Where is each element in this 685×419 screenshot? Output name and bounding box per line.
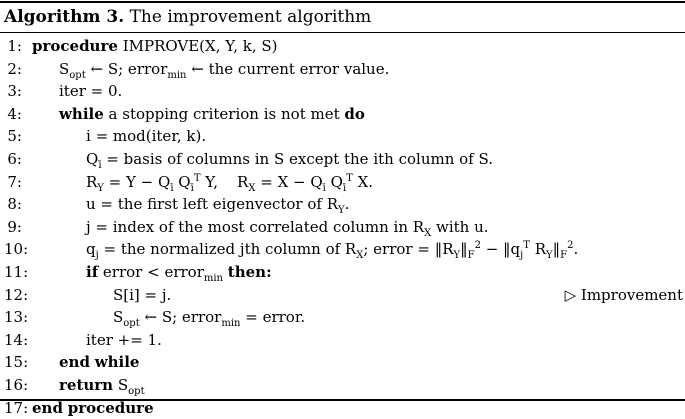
algorithm-line bbox=[0, 35, 685, 58]
algorithm-line bbox=[0, 58, 685, 81]
algorithm-line bbox=[0, 351, 685, 374]
line-number: 8: bbox=[7, 195, 22, 214]
algorithm-line bbox=[0, 148, 685, 171]
algorithm-title: The improvement algorithm bbox=[129, 7, 372, 27]
line-code: end procedure bbox=[32, 398, 154, 417]
line-code: j = index of the most correlated column in $R_X$ with u. bbox=[86, 217, 489, 239]
line-code: $S_{opt}$ ← S; error$_{min}$ ← the current error value. bbox=[59, 59, 390, 81]
line-code: end while bbox=[59, 353, 140, 372]
line-number: 9: bbox=[7, 217, 22, 236]
line-number: 4: bbox=[7, 104, 22, 123]
line-code: u = the first left eigenvector of $R_Y$. bbox=[86, 195, 350, 217]
line-number: 15: bbox=[4, 353, 29, 372]
line-number: 3: bbox=[7, 82, 22, 101]
algorithm-line bbox=[0, 216, 685, 239]
line-code: $q_j$ = the normalized jth column of $R_X$; error = $‖R_Y‖_F^2$ − $‖q_j^T$ $R_Y‖_F^2$. bbox=[86, 240, 579, 262]
line-number: 12: bbox=[4, 285, 29, 304]
algorithm-label: Algorithm 3. bbox=[4, 7, 125, 27]
algorithm-line bbox=[0, 238, 685, 261]
algorithm-line bbox=[0, 80, 685, 103]
line-comment: ▷ Improvement bbox=[564, 285, 683, 304]
line-number: 1: bbox=[7, 37, 22, 55]
line-code: iter += 1. bbox=[86, 330, 162, 349]
line-code: $R_Y = Y - Q_ī$ $Q_ī^T$ Y, $R_X = X - Q_ī$ $Q_ī^T$ X. bbox=[86, 172, 374, 194]
algorithm-line bbox=[0, 193, 685, 216]
line-number: 7: bbox=[7, 172, 22, 191]
algorithm-line bbox=[0, 284, 685, 307]
line-number: 13: bbox=[4, 308, 29, 327]
line-number: 17: bbox=[4, 398, 29, 417]
line-code: $S_{opt}$ ← S; error$_{min}$ = error. bbox=[113, 308, 306, 330]
bottom-rule bbox=[0, 399, 685, 401]
algorithm-line bbox=[0, 171, 685, 194]
line-code: iter = 0. bbox=[59, 82, 123, 101]
line-code: return $S_{opt}$ bbox=[59, 376, 145, 397]
line-code: S[i] = j. bbox=[113, 285, 172, 304]
algorithm-line bbox=[0, 103, 685, 126]
top-rule bbox=[0, 1, 685, 3]
algorithm-line bbox=[0, 261, 685, 284]
algorithm-caption bbox=[4, 6, 371, 28]
line-code: while a stopping criterion is not met do bbox=[59, 104, 365, 123]
line-number: 6: bbox=[7, 150, 22, 168]
line-code: if error < error$_{min}$ then: bbox=[86, 263, 272, 284]
line-number: 14: bbox=[4, 330, 29, 349]
algorithm-line bbox=[0, 374, 685, 397]
line-code: $Q_ī$ = basis of columns in S except the ith column of S. bbox=[86, 150, 493, 171]
algorithm-line bbox=[0, 125, 685, 148]
line-number: 2: bbox=[7, 59, 22, 78]
line-number: 10: bbox=[4, 240, 29, 259]
line-code: procedure IMPROVE(X, Y, k, S) bbox=[32, 37, 278, 55]
algorithm-line bbox=[0, 306, 685, 329]
algorithm-line bbox=[0, 329, 685, 352]
line-number: 5: bbox=[7, 127, 22, 146]
caption-rule bbox=[0, 32, 685, 33]
line-number: 16: bbox=[4, 376, 29, 394]
line-number: 11: bbox=[4, 263, 29, 281]
line-code: i = mod(iter, k). bbox=[86, 127, 207, 146]
